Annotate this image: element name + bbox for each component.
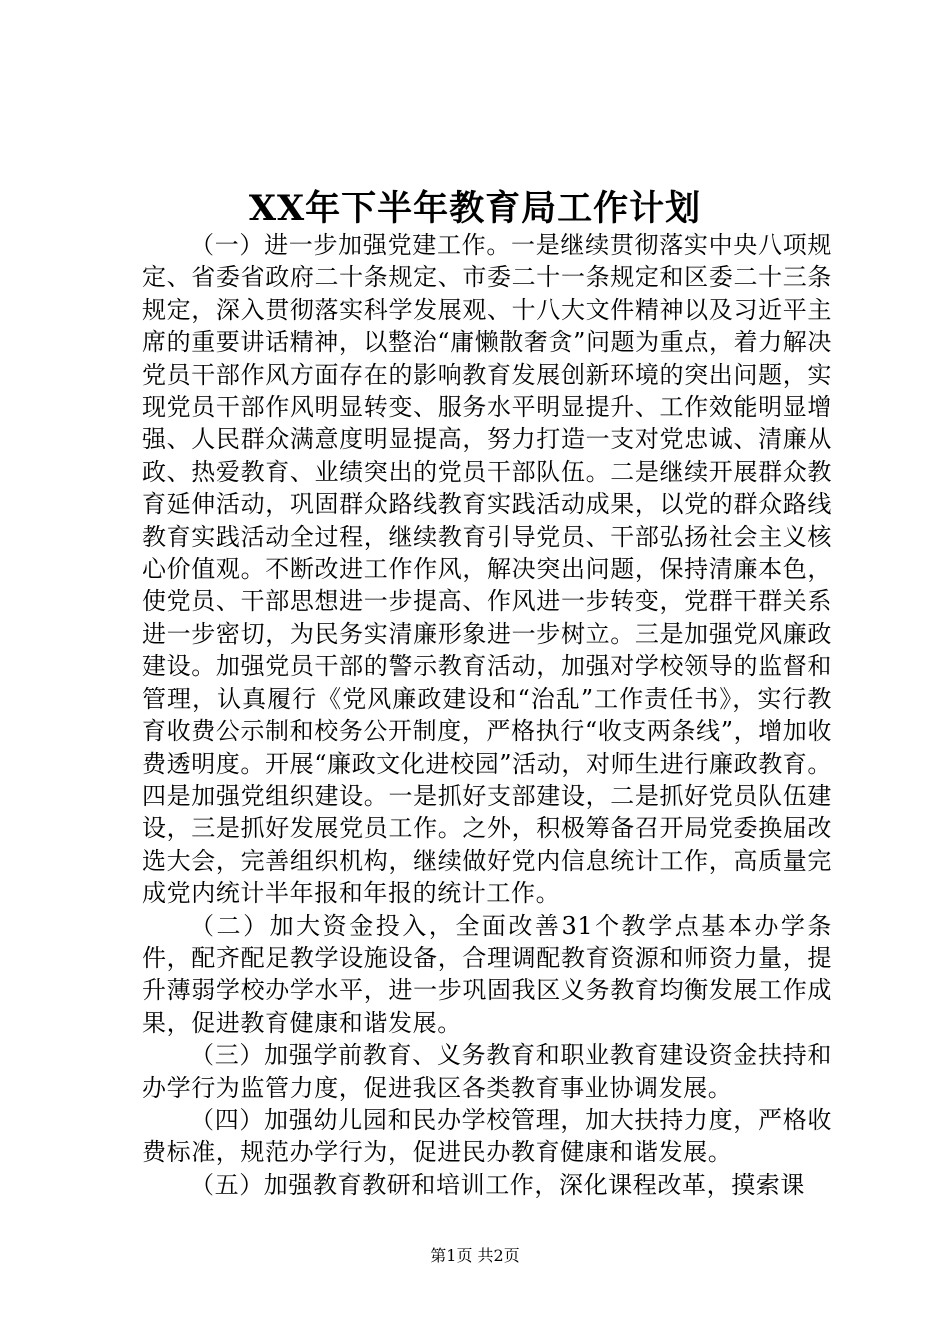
paragraph-2: （二）加大资金投入，全面改善31个教学点基本办学条件，配齐配足教学设施设备，合理调配教育资源和师资力量，提升薄弱学校办学水平，进一步巩固我区义务教育均衡发展工作成果，促进教育健康和谐发展。 [142,911,832,1037]
paragraph-1: （一）进一步加强党建工作。一是继续贯彻落实中央八项规定、省委省政府二十条规定、市委二十一条规定和区委二十三条规定，深入贯彻落实科学发展观、十八大文件精神以及习近平主席的重要讲话精神，以整治“庸懒散奢贪”问题为重点，着力解决党员干部作风方面存在的影响教育发展创新环境的突出问题，实现党员干部作风明显转变、服务水平明显提升、工作效能明显增强、人民群众满意度明显提高，努力打造一支对党忠诚、清廉从政、热爱教育、业绩突出的党员干部队伍。二是继续开展群众教育延伸活动，巩固群众路线教育实践活动成果，以党的群众路线教育实践活动全过程，继续教育引导党员、干部弘扬社会主义核心价值观。不断改进工作作风，解决突出问题，保持清廉本色，使党员、干部思想进一步提高、作风进一步转变，党群干群关系进一步密切，为民务实清廉形象进一步树立。三是加强党风廉政建设。加强党员干部的警示教育活动，加强对学校领导的监督和管理，认真履行《党风廉政建设和“治乱”工作责任书》，实行教育收费公示制和校务公开制度，严格执行“收支两条线”，增加收费透明度。开展“廉政文化进校园”活动，对师生进行廉政教育。四是加强党组织建设。一是抓好支部建设，二是抓好党员队伍建设，三是抓好发展党员工作。之外，积极筹备召开局党委换届改选大会，完善组织机构，继续做好党内信息统计工作，高质量完成党内统计半年报和年报的统计工作。 [142,231,832,908]
document-body [142,229,832,1201]
document-title: XX年下半年教育局工作计划 [248,188,702,229]
paragraph-3: （三）加强学前教育、义务教育和职业教育建设资金扶持和办学行为监管力度，促进我区各类教育事业协调发展。 [142,1041,832,1102]
paragraph-4: （四）加强幼儿园和民办学校管理，加大扶持力度，严格收费标准，规范办学行为，促进民办教育健康和谐发展。 [142,1105,832,1167]
paragraph-5: （五）加强教育教研和培训工作，深化课程改革，摸索课 [190,1170,805,1199]
page-footer: 第1页 共2页 [430,1246,520,1265]
